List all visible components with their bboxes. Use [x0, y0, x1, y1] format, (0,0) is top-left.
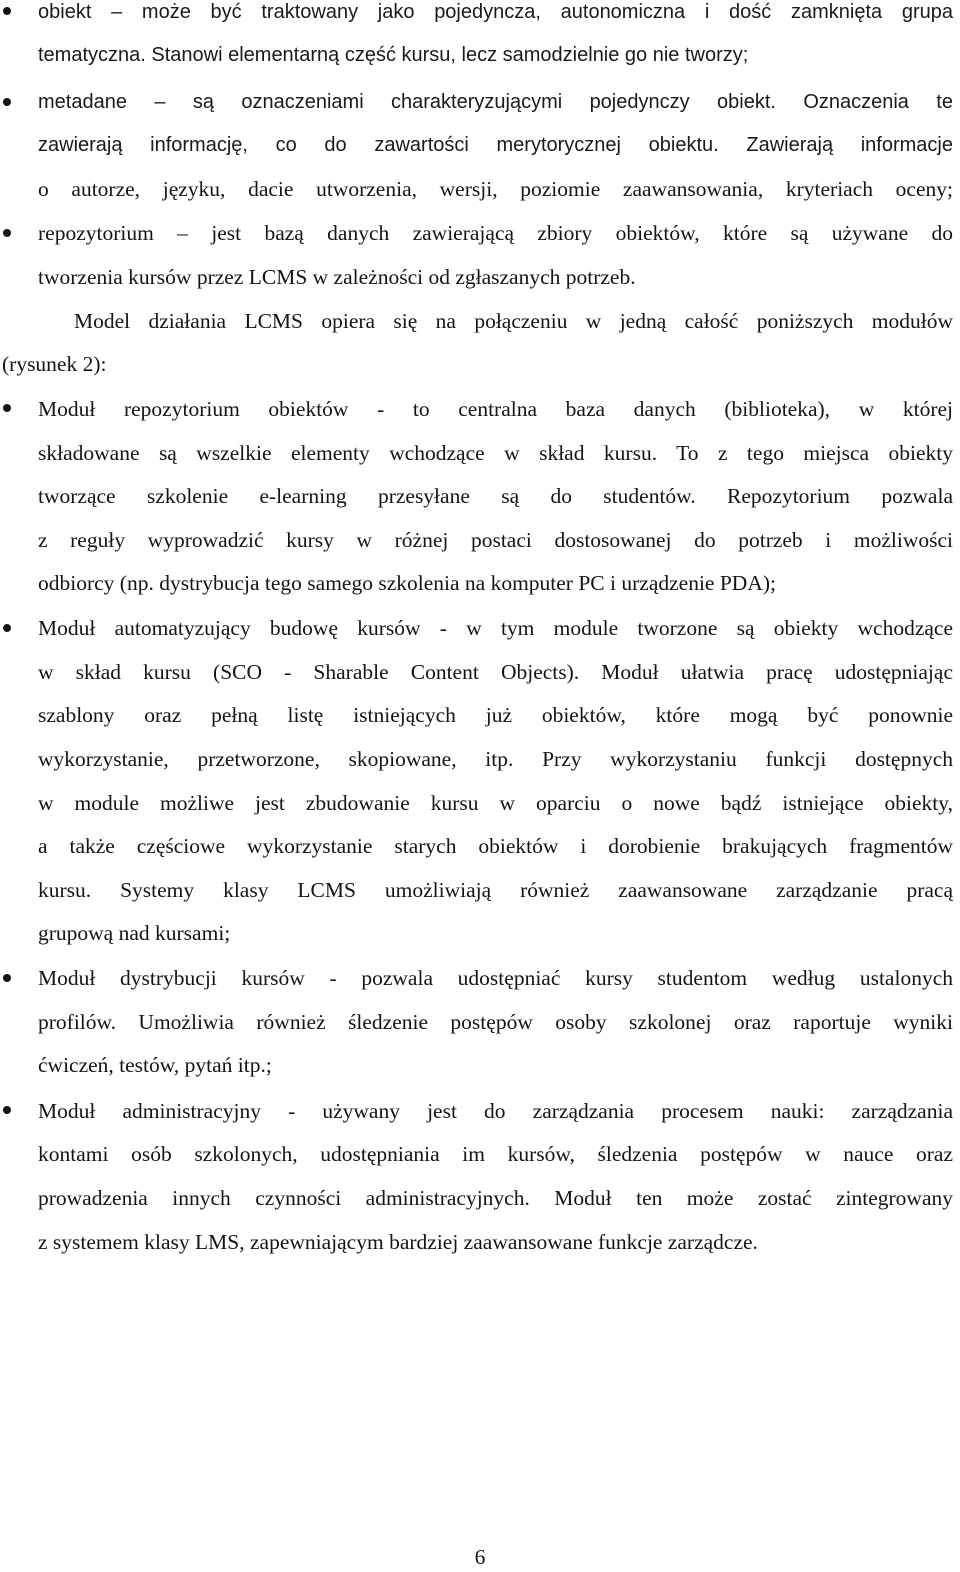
- paragraph-line: o autorze, języku, dacie utworzenia, wersji, poziomie zaawansowania, kryteriach oceny;: [38, 177, 953, 201]
- paragraph-line: obiekt – może być traktowany jako pojedyncza, autonomiczna i dość zamknięta grupa: [38, 1, 953, 23]
- paragraph-line: składowane są wszelkie elementy wchodzące w skład kursu. To z tego miejsca obiekty: [38, 441, 953, 465]
- paragraph-line: z reguły wyprowadzić kursy w różnej postaci dostosowanej do potrzeb i możliwości: [38, 528, 953, 552]
- bullet-dot: [3, 974, 11, 982]
- paragraph-line: wykorzystanie, przetworzone, skopiowane, itp. Przy wykorzystaniu funkcji dostępnych: [38, 747, 953, 771]
- paragraph-line: odbiorcy (np. dystrybucja tego samego szkolenia na komputer PC i urządzenie PDA);: [38, 571, 776, 595]
- paragraph-line: a także częściowe wykorzystanie starych obiektów i dorobienie brakujących fragmentów: [38, 834, 953, 858]
- paragraph-line: (rysunek 2):: [2, 352, 107, 376]
- bullet-dot: [3, 624, 11, 632]
- paragraph-line: kursu. Systemy klasy LCMS umożliwiają również zaawansowane zarządzanie pracą: [38, 878, 953, 902]
- paragraph-line: Moduł administracyjny - używany jest do zarządzania procesem nauki: zarządzania: [38, 1099, 953, 1123]
- paragraph-line: szablony oraz pełną listę istniejących już obiektów, które mogą być ponownie: [38, 703, 953, 727]
- paragraph-line: w module możliwe jest zbudowanie kursu w oparciu o nowe bądź istniejące obiekty,: [38, 791, 953, 815]
- paragraph-line: repozytorium – jest bazą danych zawierającą zbiory obiektów, które są używane do: [38, 221, 953, 245]
- paragraph-line: ćwiczeń, testów, pytań itp.;: [38, 1053, 272, 1077]
- page-number: 6: [474, 1545, 486, 1569]
- paragraph-line: metadane – są oznaczeniami charakteryzującymi pojedynczy obiekt. Oznaczenia te: [38, 91, 953, 113]
- bullet-dot: [3, 229, 11, 237]
- bullet-dot: [3, 1106, 11, 1114]
- paragraph-line: Model działania LCMS opiera się na połączeniu w jedną całość poniższych modułów: [74, 309, 953, 333]
- paragraph-line: prowadzenia innych czynności administracyjnych. Moduł ten może zostać zintegrowany: [38, 1186, 953, 1210]
- paragraph-line: tworzenia kursów przez LCMS w zależności od zgłaszanych potrzeb.: [38, 265, 636, 289]
- paragraph-line: kontami osób szkolonych, udostępniania im kursów, śledzenia postępów w nauce oraz: [38, 1142, 953, 1166]
- bullet-dot: [3, 7, 11, 15]
- paragraph-line: w skład kursu (SCO - Sharable Content Objects). Moduł ułatwia pracę udostępniając: [38, 660, 953, 684]
- paragraph-line: Moduł automatyzujący budowę kursów - w tym module tworzone są obiekty wchodzące: [38, 616, 953, 640]
- paragraph-line: tworzące szkolenie e-learning przesyłane są do studentów. Repozytorium pozwala: [38, 484, 953, 508]
- paragraph-line: tematyczna. Stanowi elementarną część kursu, lecz samodzielnie go nie tworzy;: [38, 44, 749, 66]
- paragraph-line: Moduł dystrybucji kursów - pozwala udostępniać kursy studentom według ustalonych: [38, 966, 953, 990]
- paragraph-line: Moduł repozytorium obiektów - to centralna baza danych (biblioteka), w której: [38, 397, 953, 421]
- bullet-dot: [3, 404, 11, 412]
- paragraph-line: profilów. Umożliwia również śledzenie postępów osoby szkolonej oraz raportuje wyniki: [38, 1010, 953, 1034]
- bullet-dot: [3, 98, 11, 106]
- paragraph-line: zawierają informację, co do zawartości merytorycznej obiektu. Zawierają informacje: [38, 134, 953, 156]
- paragraph-line: grupową nad kursami;: [38, 921, 231, 945]
- paragraph-line: z systemem klasy LMS, zapewniającym bardziej zaawansowane funkcje zarządcze.: [38, 1230, 758, 1254]
